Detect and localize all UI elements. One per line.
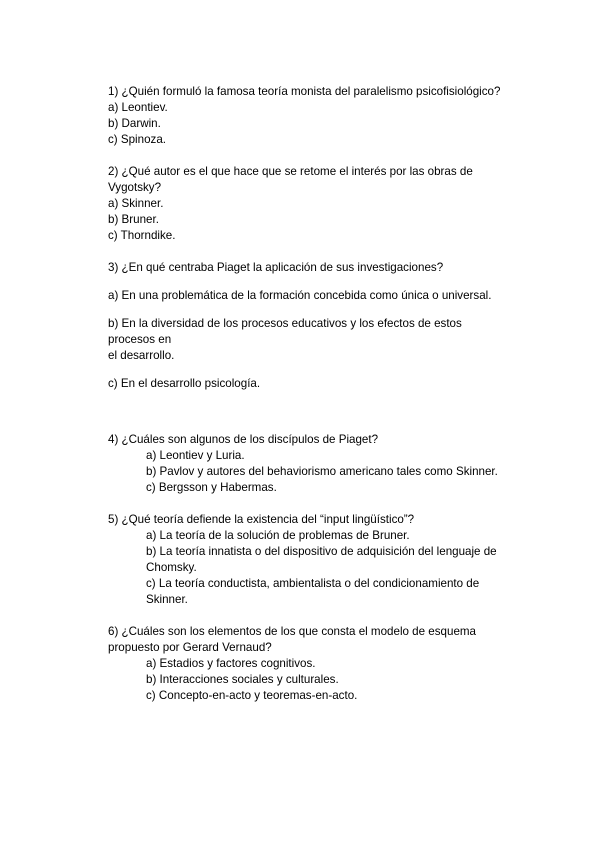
question-5-option-c-line-1: c) La teoría conductista, ambientalista o del condicionamiento de [146,577,480,590]
question-2-option-a: a) Skinner. [108,197,164,210]
question-5-option-b-line-1: b) La teoría innatista o del dispositivo de adquisición del lenguaje de [146,545,497,558]
question-3-option-b-line-1: b) En la diversidad de los procesos educativos y los efectos de estos [108,317,462,330]
question-4-option-b: b) Pavlov y autores del behaviorismo americano tales como Skinner. [146,465,498,478]
question-1-option-b: b) Darwin. [108,117,161,130]
question-3-option-c: c) En el desarrollo psicología. [108,377,261,390]
question-3-option-a: a) En una problemática de la formación concebida como única o universal. [108,289,492,302]
question-5-option-a: a) La teoría de la solución de problemas de Bruner. [146,529,410,542]
question-6-option-a: a) Estadios y factores cognitivos. [146,657,316,670]
question-3-option-b-line-3: el desarrollo. [108,349,175,362]
question-5-option-b-line-2: Chomsky. [146,561,197,574]
question-6-text-line-1: 6) ¿Cuáles son los elementos de los que consta el modelo de esquema [108,625,476,638]
question-4-text: 4) ¿Cuáles son algunos de los discípulos de Piaget? [108,433,379,446]
question-2-text-line-2: Vygotsky? [108,181,162,194]
question-1-text: 1) ¿Quién formuló la famosa teoría monista del paralelismo psicofisiológico? [108,85,501,98]
question-2-option-c: c) Thorndike. [108,229,176,242]
question-2-option-b: b) Bruner. [108,213,159,226]
question-6-option-c: c) Concepto-en-acto y teoremas-en-acto. [146,689,358,702]
question-4-option-c: c) Bergsson y Habermas. [146,481,277,494]
question-5-text: 5) ¿Qué teoría defiende la existencia del “input lingüístico”? [108,513,415,526]
question-3-option-b-line-2: procesos en [108,333,172,346]
question-5-option-c-line-2: Skinner. [146,593,188,606]
question-2-text-line-1: 2) ¿Qué autor es el que hace que se retome el interés por las obras de [108,165,473,178]
question-6-option-b: b) Interacciones sociales y culturales. [146,673,339,686]
question-1-option-a: a) Leontiev. [108,101,168,114]
question-4-option-a: a) Leontiev y Luria. [146,449,245,462]
question-3-text: 3) ¿En qué centraba Piaget la aplicación de sus investigaciones? [108,261,444,274]
question-1-option-c: c) Spinoza. [108,133,166,146]
question-6-text-line-2: propuesto por Gerard Vernaud? [108,641,272,654]
